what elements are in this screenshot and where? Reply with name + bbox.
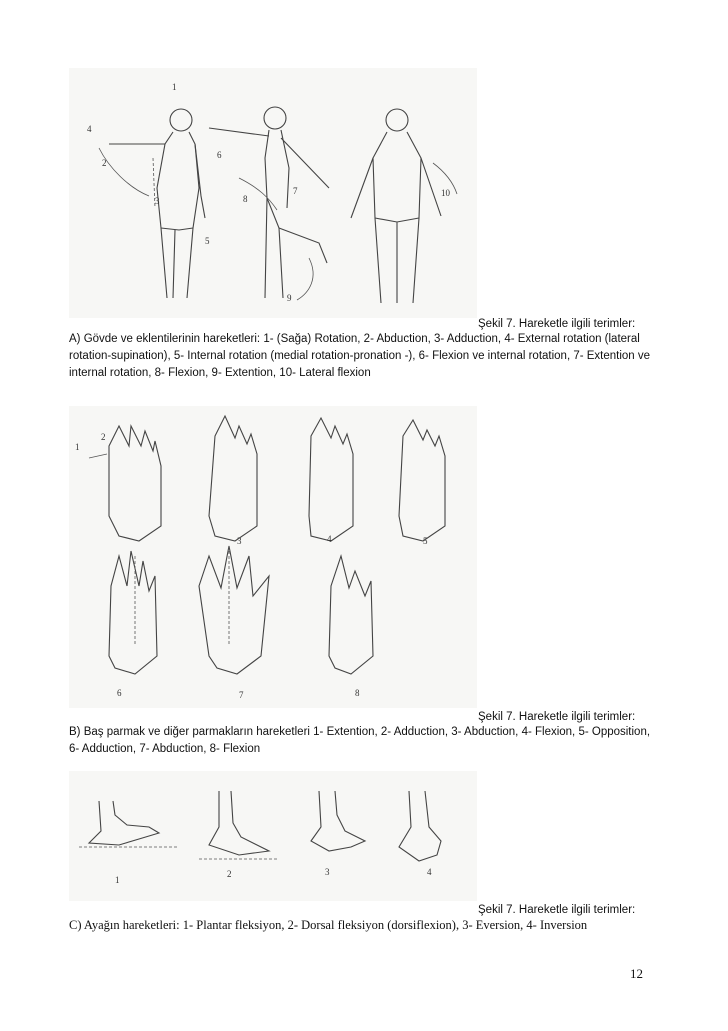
figure-a-caption: A) Gövde ve eklentilerinin hareketleri: 1- (Sağa) Rotation, 2- Abduction, 3- Adduction, 4- External rotation (lateral rotation-supination), 5- Internal rotation (medial rotation-pronation -), 6- Flexion ve internal rotation, 7- Extention ve internal rotation, 8- Flexion, 9- Extention, 10- Lateral flexion (69, 333, 651, 379)
label-6: 6 (217, 150, 222, 160)
label-10: 10 (441, 188, 450, 198)
body-figure-right (351, 109, 457, 303)
label-2: 2 (102, 158, 107, 168)
figure-b-caption: B) Baş parmak ve diğer parmakların hareketleri 1- Extention, 2- Adduction, 3- Abduction, 4- Flexion, 5- Opposition, 6- Adduction, 7- Abduction, 8- Flexion (69, 726, 651, 755)
label-2: 2 (101, 432, 106, 442)
figure-c-title: Şekil 7. Hareketle ilgili terimler: (478, 904, 636, 916)
label-9: 9 (287, 293, 292, 303)
label-8: 8 (355, 688, 360, 698)
body-movements-illustration (69, 68, 477, 318)
label-5: 5 (423, 536, 428, 546)
label-4: 4 (327, 534, 332, 544)
page-number: 12 (630, 966, 643, 981)
label-3: 3 (325, 867, 330, 877)
figure-c-caption: C) Ayağın hareketleri: 1- Plantar fleksiyon, 2- Dorsal fleksiyon (dorsiflexion), 3- Eversion, 4- Inversion (69, 918, 588, 932)
label-1: 1 (115, 875, 120, 885)
foot-movements-illustration (69, 771, 477, 901)
hand-movements-illustration (69, 406, 477, 708)
figure-a-title: Şekil 7. Hareketle ilgili terimler: (478, 318, 636, 330)
label-3: 3 (237, 536, 242, 546)
figure-body-movements (69, 68, 477, 318)
body-figure-left (99, 109, 205, 298)
hand-row-top (89, 416, 445, 541)
label-7: 7 (239, 690, 244, 700)
label-6: 6 (117, 688, 122, 698)
label-8: 8 (243, 194, 248, 204)
label-5: 5 (205, 236, 210, 246)
label-3: 3 (155, 196, 160, 206)
label-4: 4 (87, 124, 92, 134)
body-figure-middle (209, 107, 329, 300)
label-1: 1 (75, 442, 80, 452)
figure-b-title: Şekil 7. Hareketle ilgili terimler: (478, 711, 636, 723)
label-1: 1 (172, 82, 177, 92)
foot-drawings (79, 791, 441, 861)
label-7: 7 (293, 186, 298, 196)
label-2: 2 (227, 869, 232, 879)
figure-hand-movements (69, 406, 477, 708)
figure-foot-movements (69, 771, 477, 901)
hand-row-bottom (109, 546, 373, 674)
label-4: 4 (427, 867, 432, 877)
